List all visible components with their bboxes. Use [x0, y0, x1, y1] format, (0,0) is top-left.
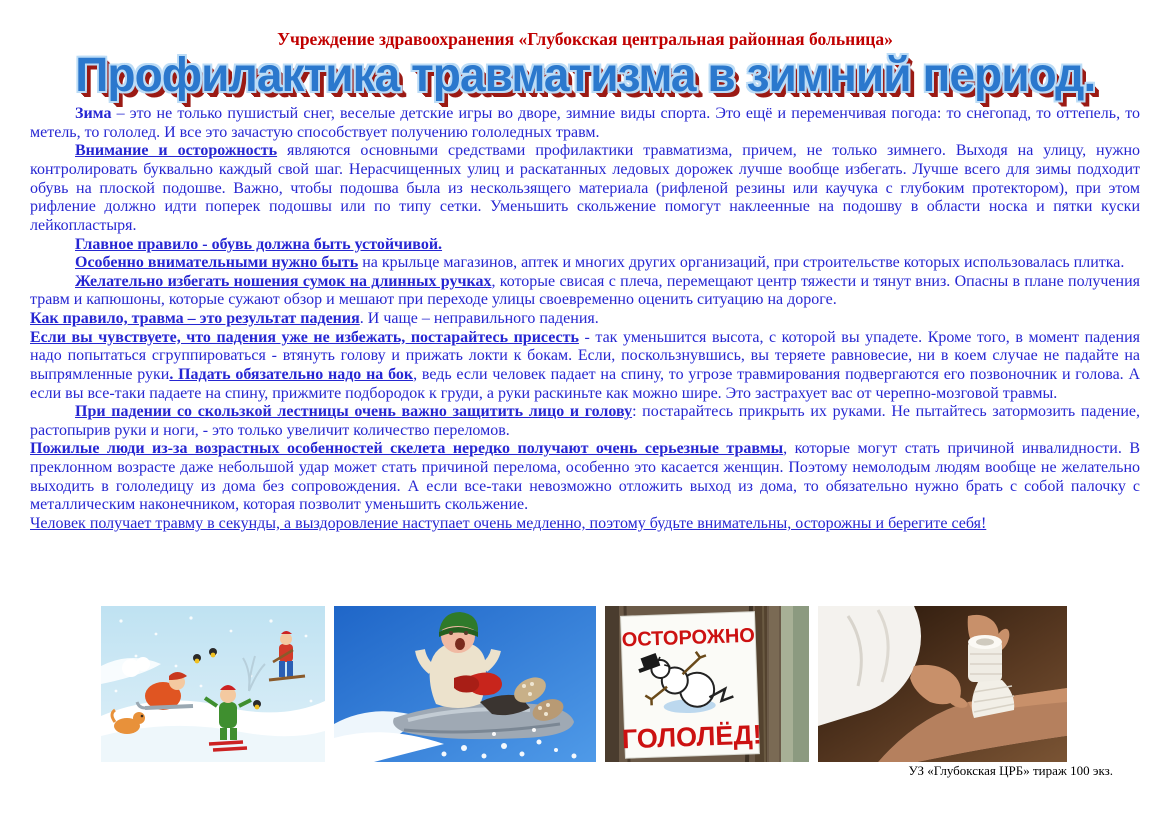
text-run: Желательно избегать ношения сумок на длинных ручках: [75, 272, 492, 290]
text-run: Человек получает травму в секунды, а выздоровление наступает очень медленно, поэтому будьте внимательны, осторожны и берегите себя!: [30, 514, 987, 532]
text-run: , которые могут стать причиной инвалидности. В преклонном возрасте даже небольшой удар может стать причиной перелома, особенно это касается женщин. Поэтому немолодым людям вообще не желательно выходить в гололедицу из дома без сопровождения. А если все-таки невозможно отложить выход из дома, то обязательно нужно брать с собой палочку с металлическим наконечником, которая позволит уменьшить скольжение.: [30, 440, 1141, 514]
text-run: Внимание и осторожность: [75, 142, 278, 160]
paragraph: [30, 440, 1140, 515]
cartoon-children-winter-play-image: [101, 606, 325, 762]
sign-text-ice: ГОЛОЛЁД!: [621, 719, 763, 755]
paragraph: [30, 403, 1140, 440]
text-run: на крыльце магазинов, аптек и многих других организаций, при строительстве которых использовалась плитка.: [358, 254, 1125, 272]
paragraph: [30, 273, 1140, 310]
organization-header: Учреждение здравоохранения «Глубокская центральная районная больница»: [277, 29, 893, 49]
text-run: - так уменьшится высота, с которой вы упадете. Кроме того, в момент падения надо попытаться сгруппироваться - втянуть голову и прижать локти к бокам. Если, поскользнувшись, вы теряете равновесие, ни в коем случае не падайте на выпрямленные руки: [30, 328, 1140, 383]
poster-title-wrap: [0, 49, 1170, 103]
paragraph: [30, 105, 1140, 142]
text-run: , которые свисая с плеча, перемещают центр тяжести и тянут вниз. Опасны в плане получения травм и капюшоны, которые сужают обзор и мешают при переходе улицы своевременно оценить ситуацию на дороге.: [30, 272, 1140, 309]
text-run: – это не только пушистый снег, веселые детские игры во дворе, зимние виды спорта. Это ещё и переменчивая погода: то снегопад, то оттепель, то метель, то гололед. И все это зачастую способствует получению гололедных травм.: [30, 105, 1140, 141]
text-run: При падении со скользкой лестницы очень важно защитить лицо и голову: [75, 403, 633, 421]
text-run: являются основными средствами профилактики травматизма, причем, не только зимнего. Выходя на улицу, нужно контролировать буквально каждый свой шаг. Нерасчищенных улиц и раскатанных ледовых дорожек лучше вообще избегать. Лучше всего для зимы подходит обувь на плоской подошве. Важно, чтобы подошва была из нескользящего материала (рифленой резины или каучука с глубоким протектором), при этом рифление должно идти поперек подошвы или по типу сетки. Уменьшить скольжение помогут наклеенные на подошву в области носка и пятки куски лейкопластыря.: [30, 142, 1141, 234]
sign-text-caution: ОСТОРОЖНО: [621, 624, 756, 652]
ice-warning-sign-photo-image: [605, 606, 809, 762]
paragraph: [30, 329, 1140, 404]
paragraph: [30, 310, 1140, 329]
text-run: Пожилые люди из-за возрастных особенностей скелета нередко получают очень серьезные травмы: [30, 440, 784, 458]
text-run: Главное правило - обувь должна быть устойчивой.: [75, 235, 443, 253]
text-run: . И чаще – неправильного падения.: [359, 310, 599, 328]
text-run: : постарайтесь прикрыть их руками. Не пытайтесь затормозить падение, растопырив руки и ноги, - это только увеличит количество переломов.: [30, 403, 1140, 439]
text-run: Как правило, травма – это результат падения: [30, 310, 360, 328]
poster-title: Профилактика травматизма в зимний период.: [74, 49, 1096, 103]
body-text: [30, 105, 1140, 533]
text-run: . Падать обязательно надо на бок: [169, 365, 414, 383]
text-run: Особенно внимательными нужно быть: [75, 254, 359, 272]
paragraph: [30, 515, 1140, 534]
text-run: Если вы чувствуете, что падения уже не избежать, постарайтесь присесть: [30, 328, 579, 346]
print-run-footer: УЗ «Глубокская ЦРБ» тираж 100 экз.: [908, 763, 1113, 778]
paragraph: [30, 142, 1140, 235]
wrist-bandaging-photo-image: [818, 606, 1067, 762]
paragraph: [30, 254, 1140, 273]
images-row: [101, 606, 1067, 762]
warning-sign: [618, 612, 763, 759]
text-run: Зима: [75, 105, 112, 123]
text-run: , ведь если человек падает на спину, то угрозе травмирования подвергаются его позвоночник и голова. А если вы все-таки падаете на спину, прижмите подбородок к груди, а руки раскиньте как можно шире. Это застрахует вас от черепно-мозговой травмы.: [30, 365, 1141, 402]
paragraph: [30, 236, 1140, 255]
child-sledding-photo-image: [334, 606, 596, 762]
